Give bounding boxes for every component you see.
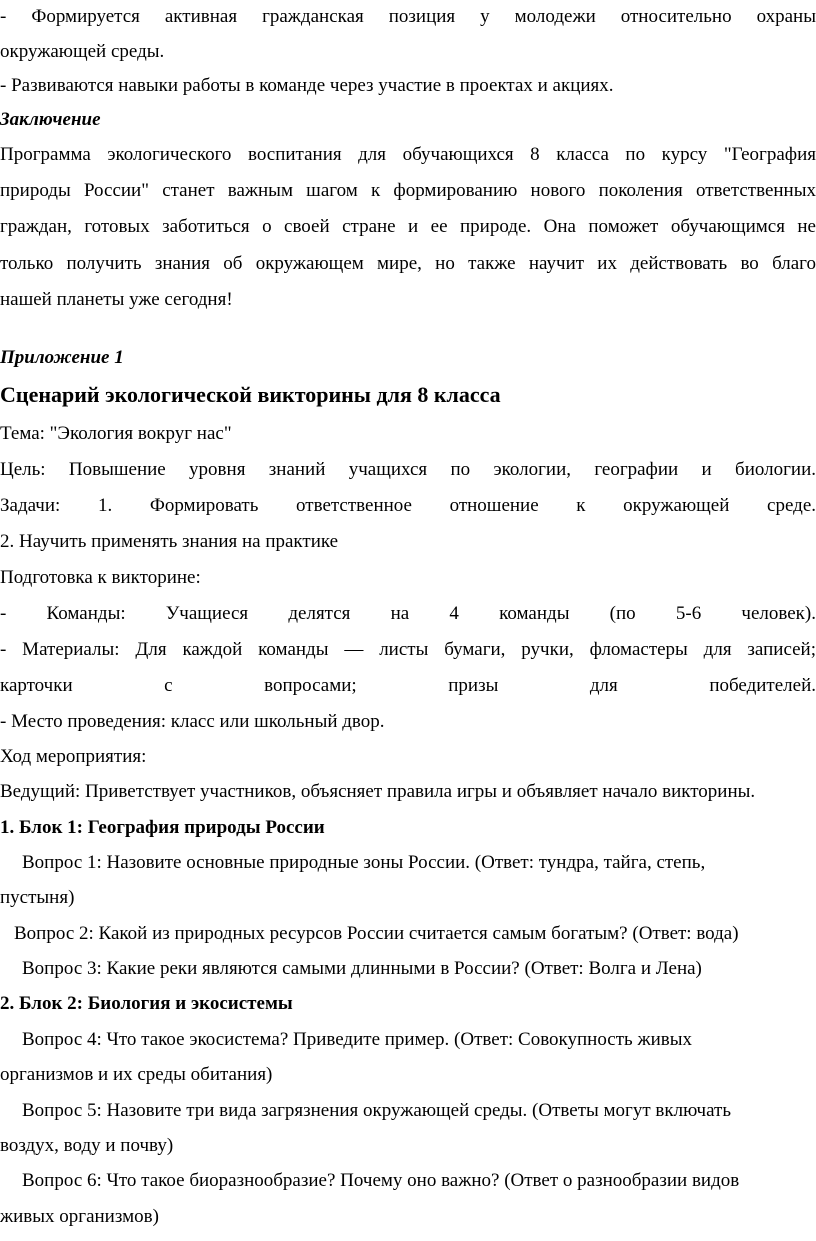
text-line: организмов и их среды обитания) [0, 1064, 273, 1085]
text-line: живых организмов) [0, 1206, 159, 1227]
text-line: 2. Научить применять знания на практике [0, 531, 339, 552]
text-line: - Развиваются навыки работы в команде через участие в проектах и акциях. [0, 75, 614, 96]
section-heading-conclusion: Заключение [0, 109, 101, 130]
text-line: пустыня) [0, 887, 75, 908]
text-line: Цель: Повышение уровня знаний учащихся по экологии, географии и биологии. [0, 459, 816, 480]
text-line: Ход мероприятия: [0, 746, 147, 767]
question-line: Вопрос 1: Назовите основные природные зоны России. (Ответ: тундра, тайга, степь, [22, 852, 706, 873]
page-title: Сценарий экологической викторины для 8 класса [0, 382, 501, 407]
question-line: Вопрос 4: Что такое экосистема? Приведите пример. (Ответ: Совокупность живых [22, 1029, 692, 1050]
question-line: Вопрос 3: Какие реки являются самыми длинными в России? (Ответ: Волга и Лена) [22, 958, 702, 979]
text-line: Ведущий: Приветствует участников, объясняет правила игры и объявляет начало викторины. [0, 781, 756, 802]
text-line: Программа экологического воспитания для обучающихся 8 класса по курсу "География [0, 144, 816, 165]
block-heading-1: 1. Блок 1: География природы России [0, 817, 325, 838]
text-line: карточки с вопросами; призы для победителей. [0, 675, 816, 696]
text-line: - Материалы: Для каждой команды — листы бумаги, ручки, фломастеры для записей; [0, 639, 816, 660]
text-line: - Формируется активная гражданская позиция у молодежи относительно охраны [0, 6, 816, 27]
text-line: Задачи: 1. Формировать ответственное отношение к окружающей среде. [0, 495, 816, 516]
text-line: природы России" станет важным шагом к формированию нового поколения ответственных [0, 180, 816, 201]
question-line: Вопрос 2: Какой из природных ресурсов России считается самым богатым? (Ответ: вода) [14, 923, 739, 944]
text-line: окружающей среды. [0, 41, 165, 62]
text-line: воздух, воду и почву) [0, 1135, 174, 1156]
text-line: - Место проведения: класс или школьный двор. [0, 711, 385, 732]
text-line: Подготовка к викторине: [0, 567, 201, 588]
text-line: Тема: "Экология вокруг нас" [0, 423, 232, 444]
text-line: граждан, готовых заботиться о своей стране и ее природе. Она поможет обучающимся не [0, 216, 816, 237]
text-line: только получить знания об окружающем мире, но также научит их действовать во благо [0, 253, 816, 274]
text-line: - Команды: Учащиеся делятся на 4 команды (по 5-6 человек). [0, 603, 816, 624]
text-line: нашей планеты уже сегодня! [0, 289, 233, 310]
question-line: Вопрос 5: Назовите три вида загрязнения окружающей среды. (Ответы могут включать [22, 1100, 732, 1121]
question-line: Вопрос 6: Что такое биоразнообразие? Почему оно важно? (Ответ о разнообразии видов [22, 1170, 740, 1191]
appendix-heading: Приложение 1 [0, 347, 124, 368]
block-heading-2: 2. Блок 2: Биология и экосистемы [0, 993, 293, 1014]
